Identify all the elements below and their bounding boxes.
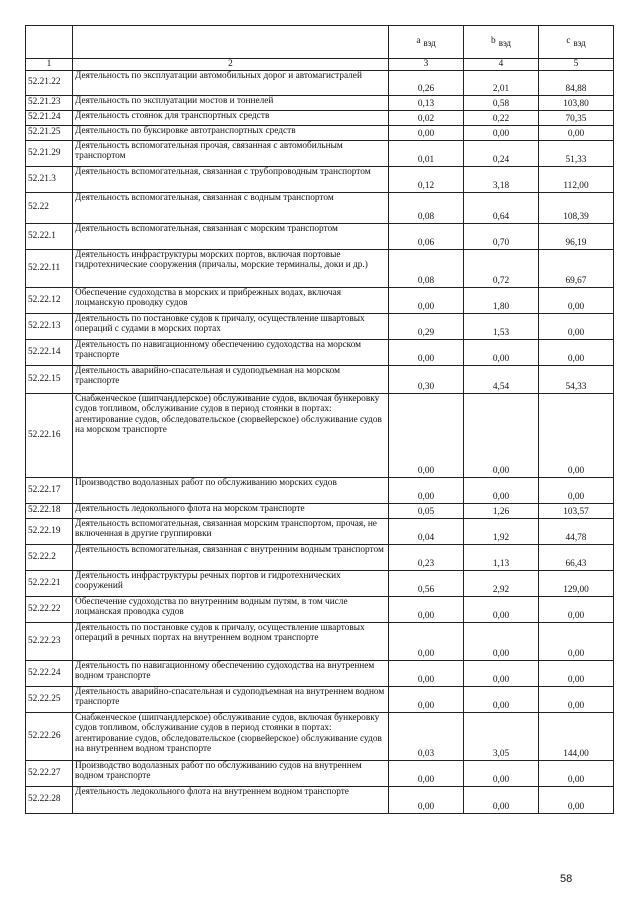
row-value-a: 0,06 [389, 223, 464, 249]
row-description: Производство водолазных работ по обслуживанию морских судов [73, 477, 389, 503]
row-value-b: 2,92 [464, 570, 539, 596]
row-code: 52.22.14 [26, 339, 73, 365]
header-b: b $_{вэд}$ [464, 26, 539, 59]
row-value-c: 84,88 [539, 70, 614, 95]
row-value-b: 0,00 [464, 393, 539, 477]
table-row [26, 110, 614, 125]
row-value-b: 2,01 [464, 70, 539, 95]
table-row [26, 518, 614, 544]
row-value-c: 0,00 [539, 596, 614, 622]
row-code: 52.21.3 [26, 166, 73, 192]
row-value-a: 0,00 [389, 760, 464, 786]
table-row [26, 166, 614, 192]
row-value-c: 0,00 [539, 125, 614, 140]
row-value-b: 0,00 [464, 477, 539, 503]
row-value-a: 0,26 [389, 70, 464, 95]
row-value-a: 0,00 [389, 622, 464, 660]
row-value-a: 0,12 [389, 166, 464, 192]
row-description: Деятельность по постановке судов к причалу, осуществление швартовых операций с судами в морских портах [73, 313, 389, 339]
row-value-a: 0,08 [389, 249, 464, 287]
row-value-b: 1,53 [464, 313, 539, 339]
row-code: 52.22.25 [26, 686, 73, 712]
row-description: Деятельность аварийно-спасательная и судоподъемная на морском транспорте [73, 365, 389, 393]
row-value-c: 96,19 [539, 223, 614, 249]
row-value-a: 0,05 [389, 503, 464, 518]
row-value-b: 1,92 [464, 518, 539, 544]
row-value-c: 0,00 [539, 760, 614, 786]
row-description: Деятельность по навигационному обеспечению судоходства на внутреннем водном транспорте [73, 660, 389, 686]
row-code: 52.22.23 [26, 622, 73, 660]
row-value-b: 0,00 [464, 660, 539, 686]
row-code: 52.21.22 [26, 70, 73, 95]
row-value-a: 0,00 [389, 660, 464, 686]
row-description: Деятельность вспомогательная, связанная с внутренним водным транспортом [73, 544, 389, 570]
row-value-b: 1,26 [464, 503, 539, 518]
row-value-b: 0,00 [464, 760, 539, 786]
column-number-row [26, 59, 614, 71]
row-value-c: 0,00 [539, 287, 614, 313]
column-number: 3 [389, 59, 464, 71]
header-row [26, 26, 614, 59]
row-value-b: 0,58 [464, 95, 539, 110]
row-value-b: 0,00 [464, 125, 539, 140]
table-row [26, 786, 614, 813]
header-cell-code [26, 26, 73, 59]
table-row [26, 544, 614, 570]
table-row [26, 477, 614, 503]
table-row [26, 223, 614, 249]
table-row [26, 503, 614, 518]
table-row [26, 339, 614, 365]
row-description: Деятельность вспомогательная, связанная с морским транспортом [73, 223, 389, 249]
row-value-b: 3,18 [464, 166, 539, 192]
row-value-c: 0,00 [539, 786, 614, 813]
row-description: Деятельность стоянок для транспортных средств [73, 110, 389, 125]
row-value-c: 66,43 [539, 544, 614, 570]
row-value-a: 0,29 [389, 313, 464, 339]
table-row [26, 622, 614, 660]
row-value-b: 1,80 [464, 287, 539, 313]
table-row [26, 712, 614, 760]
column-number: 5 [539, 59, 614, 71]
row-value-c: 103,57 [539, 503, 614, 518]
row-value-a: 0,30 [389, 365, 464, 393]
row-code: 52.22.13 [26, 313, 73, 339]
row-code: 52.22.18 [26, 503, 73, 518]
row-value-c: 0,00 [539, 339, 614, 365]
row-code: 52.22.26 [26, 712, 73, 760]
row-code: 52.21.23 [26, 95, 73, 110]
header-c: c $_{вэд}$ [539, 26, 614, 59]
row-value-b: 1,13 [464, 544, 539, 570]
row-description: Обеспечение судоходства в морских и прибрежных водах, включая лоцманскую проводку судов [73, 287, 389, 313]
row-code: 52.22.11 [26, 249, 73, 287]
row-value-b: 0,64 [464, 192, 539, 223]
row-value-b: 3,05 [464, 712, 539, 760]
table-row [26, 249, 614, 287]
table-row [26, 393, 614, 477]
table-row [26, 287, 614, 313]
row-code: 52.22.21 [26, 570, 73, 596]
row-value-c: 108,39 [539, 192, 614, 223]
table-row [26, 570, 614, 596]
table-row [26, 596, 614, 622]
table-row [26, 760, 614, 786]
row-code: 52.22.22 [26, 596, 73, 622]
row-value-a: 0,03 [389, 712, 464, 760]
table-row [26, 95, 614, 110]
row-code: 52.22.15 [26, 365, 73, 393]
row-description: Деятельность инфраструктуры морских портов, включая портовые гидротехнические сооружения (причалы, морские терминалы, доки и др.) [73, 249, 389, 287]
row-value-b: 0,00 [464, 622, 539, 660]
table-row [26, 70, 614, 95]
table-row [26, 192, 614, 223]
row-description: Деятельность ледокольного флота на морском транспорте [73, 503, 389, 518]
row-value-c: 0,00 [539, 622, 614, 660]
row-value-c: 69,67 [539, 249, 614, 287]
row-description: Деятельность по буксировке автотранспортных средств [73, 125, 389, 140]
row-value-a: 0,02 [389, 110, 464, 125]
row-value-c: 0,00 [539, 477, 614, 503]
page-number: 58 [560, 873, 573, 885]
row-value-c: 44,78 [539, 518, 614, 544]
row-code: 52.22.24 [26, 660, 73, 686]
row-value-b: 0,70 [464, 223, 539, 249]
row-code: 52.22.19 [26, 518, 73, 544]
table-row [26, 686, 614, 712]
column-number: 4 [464, 59, 539, 71]
row-code: 52.22.1 [26, 223, 73, 249]
table-row [26, 125, 614, 140]
row-value-b: 0,00 [464, 339, 539, 365]
row-value-c: 54,33 [539, 365, 614, 393]
column-number: 2 [73, 59, 389, 71]
row-value-c: 144,00 [539, 712, 614, 760]
row-value-a: 0,08 [389, 192, 464, 223]
row-description: Деятельность вспомогательная, связанная с водным транспортом [73, 192, 389, 223]
row-description: Деятельность по постановке судов к причалу, осуществление швартовых операций в речных портах на внутреннем водном транспорте [73, 622, 389, 660]
column-number: 1 [26, 59, 73, 71]
row-value-c: 0,00 [539, 313, 614, 339]
row-value-a: 0,00 [389, 477, 464, 503]
row-value-a: 0,01 [389, 140, 464, 166]
header-a: a $_{вэд}$ [389, 26, 464, 59]
row-value-c: 112,00 [539, 166, 614, 192]
row-value-b: 0,22 [464, 110, 539, 125]
row-description: Деятельность вспомогательная прочая, связанная с автомобильным транспортом [73, 140, 389, 166]
row-code: 52.22.28 [26, 786, 73, 813]
row-code: 52.22.2 [26, 544, 73, 570]
row-description: Деятельность ледокольного флота на внутреннем водном транспорте [73, 786, 389, 813]
row-description: Деятельность вспомогательная, связанная с трубопроводным транспортом [73, 166, 389, 192]
row-code: 52.22.27 [26, 760, 73, 786]
row-description: Деятельность инфраструктуры речных портов и гидротехнических сооружений [73, 570, 389, 596]
row-code: 52.21.24 [26, 110, 73, 125]
row-description: Деятельность по эксплуатации мостов и тоннелей [73, 95, 389, 110]
row-value-b: 0,00 [464, 786, 539, 813]
row-code: 52.22.16 [26, 393, 73, 477]
row-code: 52.21.29 [26, 140, 73, 166]
row-value-a: 0,13 [389, 95, 464, 110]
row-value-a: 0,56 [389, 570, 464, 596]
row-code: 52.22.17 [26, 477, 73, 503]
row-value-a: 0,00 [389, 596, 464, 622]
row-description: Деятельность вспомогательная, связанная морским транспортом, прочая, не включенная в другие группировки [73, 518, 389, 544]
row-value-c: 0,00 [539, 660, 614, 686]
row-value-a: 0,00 [389, 339, 464, 365]
header-cell-desc [73, 26, 389, 59]
table-row [26, 140, 614, 166]
row-description: Деятельность по навигационному обеспечению судоходства на морском транспорте [73, 339, 389, 365]
row-code: 52.22 [26, 192, 73, 223]
row-value-b: 0,72 [464, 249, 539, 287]
row-value-c: 0,00 [539, 393, 614, 477]
row-value-a: 0,00 [389, 287, 464, 313]
row-value-c: 51,33 [539, 140, 614, 166]
row-value-c: 103,80 [539, 95, 614, 110]
row-value-a: 0,00 [389, 786, 464, 813]
table-row [26, 660, 614, 686]
row-description: Деятельность по эксплуатации автомобильных дорог и автомагистралей [73, 70, 389, 95]
row-value-b: 0,24 [464, 140, 539, 166]
row-value-c: 129,00 [539, 570, 614, 596]
row-value-b: 4,54 [464, 365, 539, 393]
table-row [26, 365, 614, 393]
row-value-a: 0,00 [389, 125, 464, 140]
row-value-c: 70,35 [539, 110, 614, 125]
row-value-b: 0,00 [464, 686, 539, 712]
row-value-a: 0,00 [389, 393, 464, 477]
row-description: Деятельность аварийно-спасательная и судоподъемная на внутреннем водном транспорте [73, 686, 389, 712]
data-table [25, 25, 614, 814]
row-value-a: 0,00 [389, 686, 464, 712]
row-value-a: 0,23 [389, 544, 464, 570]
row-description: Производство водолазных работ по обслуживанию судов на внутреннем водном транспорте [73, 760, 389, 786]
row-value-c: 0,00 [539, 686, 614, 712]
row-description: Снабженческое (шипчандлерское) обслуживание судов, включая бункеровку судов топливом, обслуживание судов в период стоянки в портах: агентирование судов, обследовательское (сюрвейерское) обслуживание судов на морском транспорте [73, 393, 389, 477]
row-description: Обеспечение судоходства по внутренним водным путям, в том числе лоцманская проводка судов [73, 596, 389, 622]
row-value-b: 0,00 [464, 596, 539, 622]
table-row [26, 313, 614, 339]
row-value-a: 0,04 [389, 518, 464, 544]
row-code: 52.21.25 [26, 125, 73, 140]
row-description: Снабженческое (шипчандлерское) обслуживание судов, включая бункеровку судов топливом, обслуживание судов в период стоянки в портах: агентирование судов, обследовательское (сюрвейерское) обслуживание судов на внутреннем водном транспорте [73, 712, 389, 760]
row-code: 52.22.12 [26, 287, 73, 313]
